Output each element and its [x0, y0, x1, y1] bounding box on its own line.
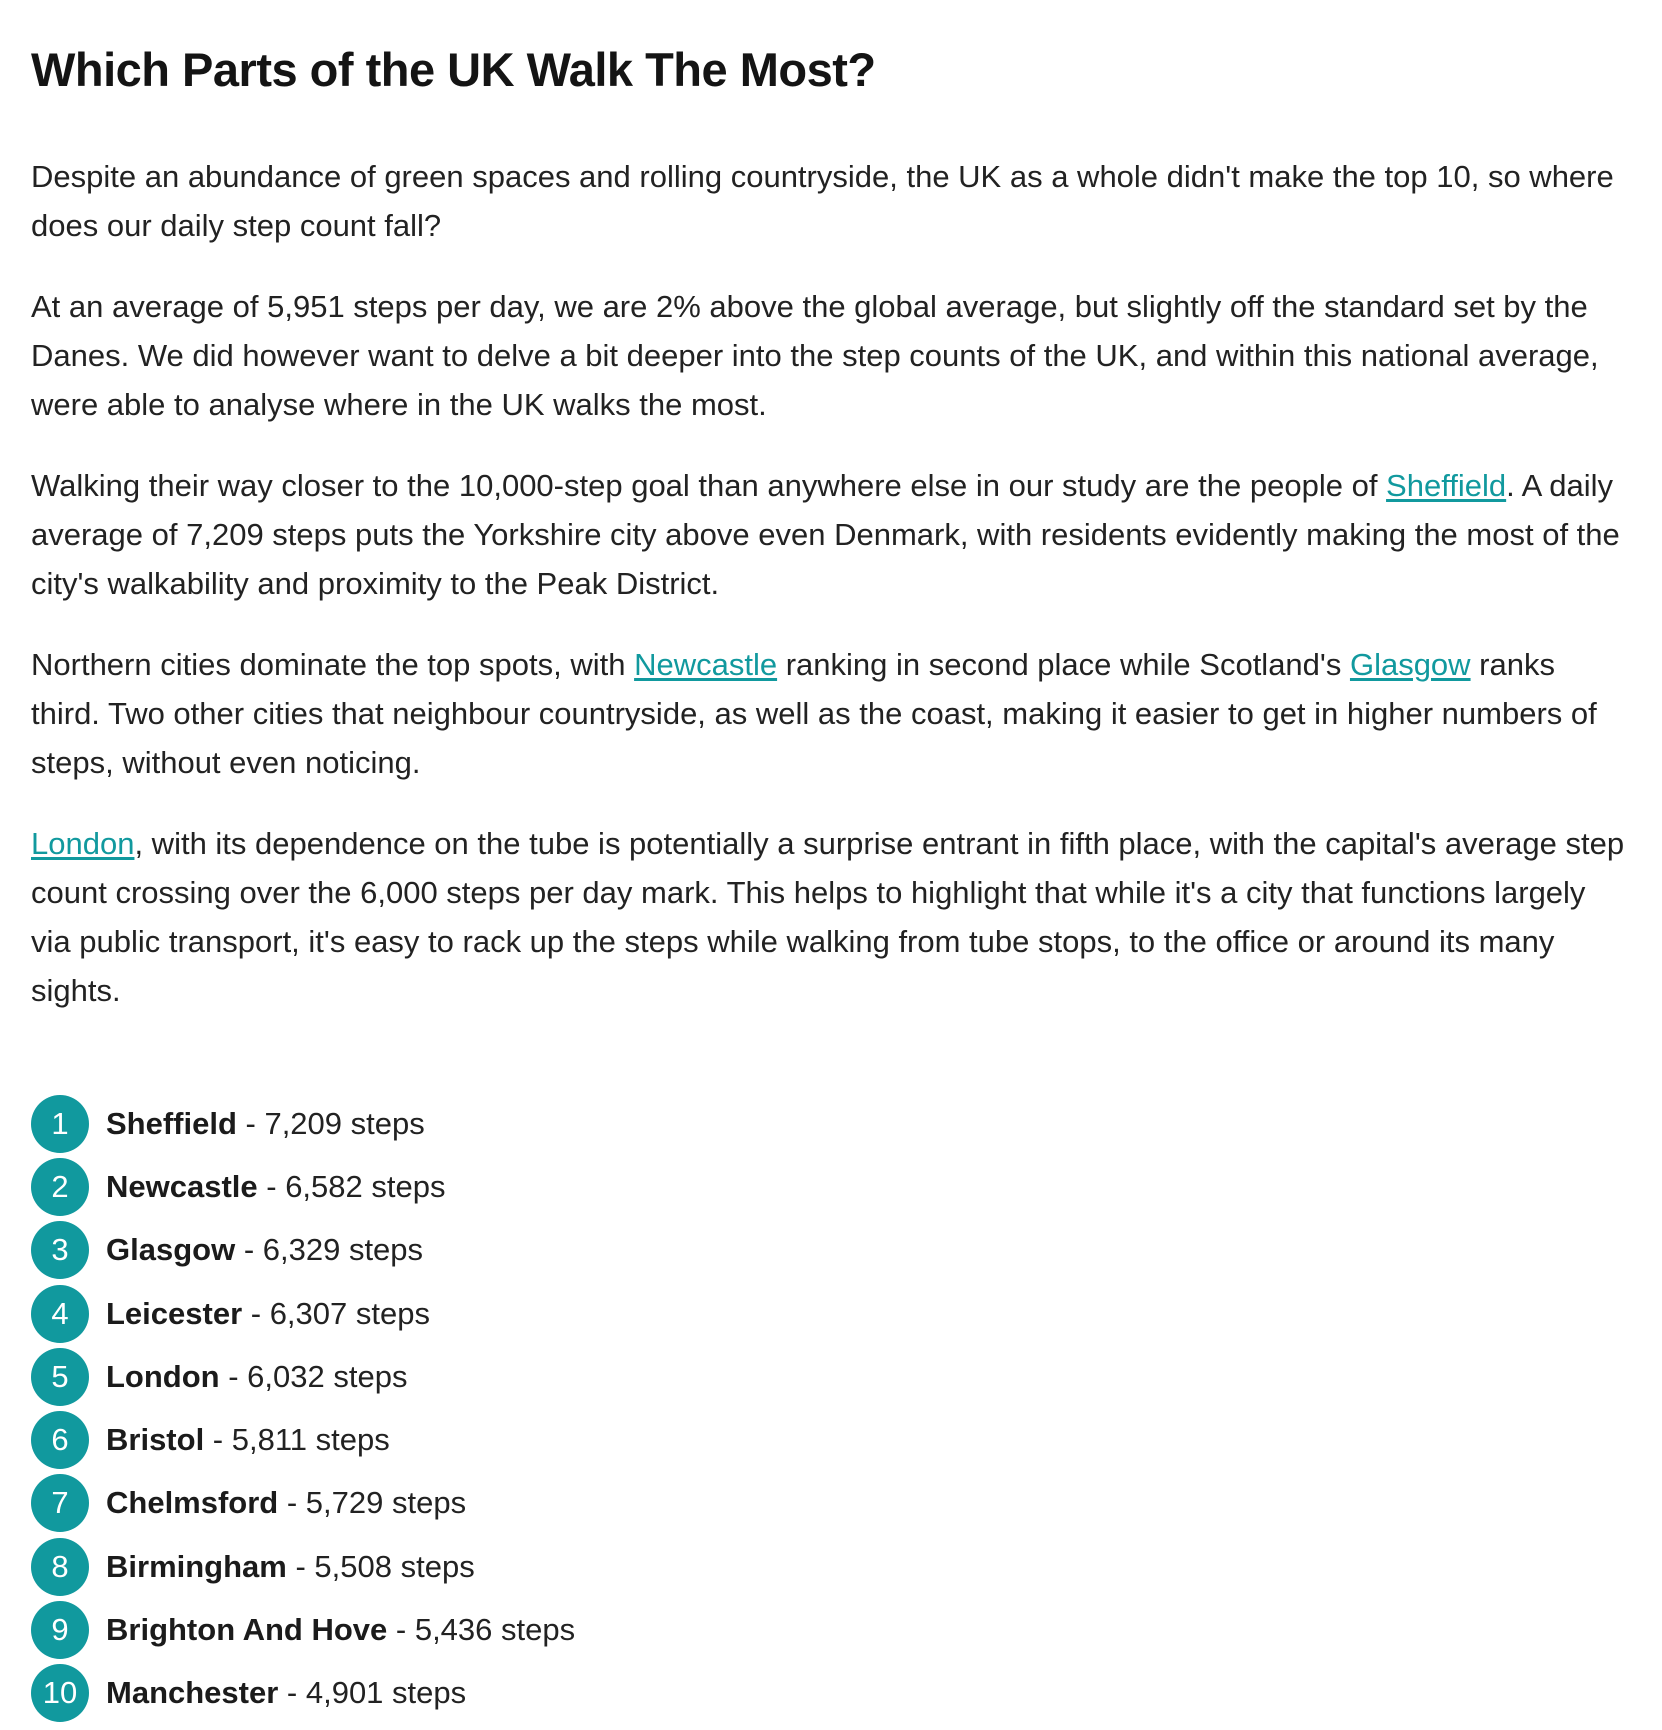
page-title: Which Parts of the UK Walk The Most? [31, 43, 876, 96]
paragraph-intro-text: Despite an abundance of green spaces and rolling countryside, the UK as a whole didn't make the top 10, so where does our daily step count fall? [31, 159, 1614, 243]
rank-badge: 9 [31, 1601, 89, 1659]
rank-badge: 7 [31, 1474, 89, 1532]
paragraph-intro [31, 152, 1632, 250]
city-name: Birmingham [106, 1548, 287, 1584]
paragraph-northern-text-after: ranks third. Two other cities that neighbour countryside, as well as the coast, making it easier to get in higher numbers of steps, without even noticing. [31, 647, 1597, 780]
paragraph-sheffield-text-after: . A daily average of 7,209 steps puts the Yorkshire city above even Denmark, with residents evidently making the most of the city's walkability and proximity to the Peak District. [31, 468, 1620, 601]
paragraph-northern-cities [31, 640, 1632, 787]
city-name: Glasgow [106, 1232, 236, 1268]
newcastle-link[interactable]: Newcastle [634, 647, 778, 682]
step-count: - 4,901 steps [278, 1675, 467, 1711]
city-name: Leicester [106, 1295, 243, 1331]
step-count: - 7,209 steps [236, 1105, 425, 1141]
rank-badge: 6 [31, 1411, 89, 1469]
list-item [31, 1535, 575, 1598]
rank-badge: 2 [31, 1158, 89, 1216]
paragraph-sheffield-text-before: Walking their way closer to the 10,000-step goal than anywhere else in our study are the people of [31, 468, 1387, 503]
rank-badge: 3 [31, 1221, 89, 1279]
city-name: Sheffield [106, 1105, 237, 1141]
step-count: - 6,329 steps [235, 1232, 424, 1268]
london-link[interactable]: London [31, 826, 135, 861]
city-name: Newcastle [106, 1168, 258, 1204]
rank-badge: 10 [31, 1664, 89, 1722]
step-count: - 5,436 steps [387, 1612, 576, 1648]
list-item [31, 1408, 575, 1471]
rank-badge: 5 [31, 1348, 89, 1406]
glasgow-link[interactable]: Glasgow [1349, 647, 1471, 682]
paragraph-sheffield [31, 461, 1632, 608]
city-name: Chelmsford [106, 1485, 279, 1521]
city-name: Manchester [106, 1675, 279, 1711]
paragraph-london-text-after: , with its dependence on the tube is potentially a surprise entrant in fifth place, with the capital's average step count crossing over the 6,000 steps per day mark. This helps to highlight that while it's a city that functions largely via public transport, it's easy to rack up the steps while walking from tube stops, to the office or around its many sights. [31, 826, 1625, 1008]
list-item [31, 1662, 575, 1725]
paragraph-northern-text-middle: ranking in second place while Scotland's [777, 647, 1350, 682]
sheffield-link[interactable]: Sheffield [1386, 468, 1507, 503]
city-ranking-list [31, 1092, 575, 1725]
city-name: Brighton And Hove [106, 1612, 388, 1648]
list-item [31, 1345, 575, 1408]
step-count: - 5,729 steps [278, 1485, 467, 1521]
rank-badge: 8 [31, 1538, 89, 1596]
step-count: - 5,811 steps [204, 1422, 390, 1458]
step-count: - 6,032 steps [219, 1358, 408, 1394]
step-count: - 6,307 steps [242, 1295, 430, 1331]
rank-badge: 1 [31, 1095, 89, 1153]
paragraph-uk-average-text: At an average of 5,951 steps per day, we are 2% above the global average, but slightly off the standard set by the Danes. We did however want to delve a bit deeper into the step counts of the UK, and within this national average, were able to analyse where in the UK walks the most. [31, 289, 1599, 422]
paragraph-london [31, 819, 1632, 1015]
list-item [31, 1219, 575, 1282]
list-item [31, 1155, 575, 1218]
list-item [31, 1282, 575, 1345]
step-count: - 6,582 steps [257, 1168, 446, 1204]
paragraph-uk-average [31, 282, 1632, 429]
list-item [31, 1598, 575, 1661]
city-name: London [106, 1358, 220, 1394]
city-name: Bristol [106, 1422, 205, 1458]
list-item [31, 1472, 575, 1535]
step-count: - 5,508 steps [286, 1548, 475, 1584]
rank-badge: 4 [31, 1285, 89, 1343]
paragraph-northern-text-before: Northern cities dominate the top spots, with [31, 647, 635, 682]
list-item [31, 1092, 575, 1155]
